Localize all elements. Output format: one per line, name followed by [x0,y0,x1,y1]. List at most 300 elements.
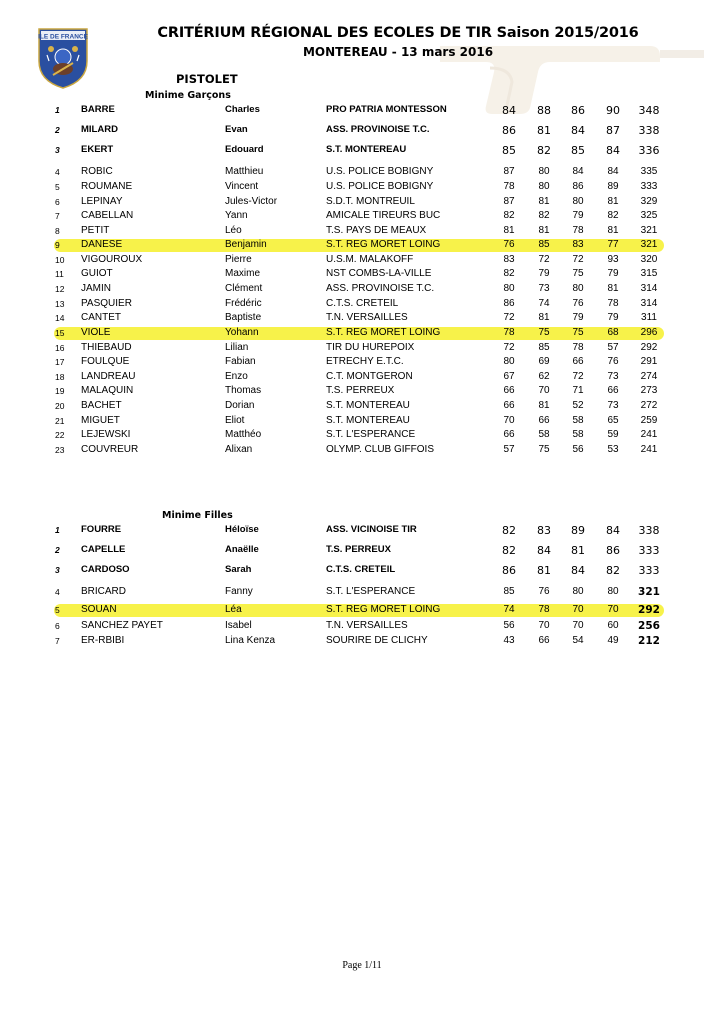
table-row [0,414,724,429]
series-3-score: 52 [572,400,584,411]
table-row [0,634,724,649]
club-cell: PRO PATRIA MONTESSON [326,104,447,115]
series-2-score: 83 [537,524,551,537]
series-3-score: 70 [572,604,584,615]
series-3-score: 66 [572,356,584,367]
table-row [0,224,724,239]
series-1-score: 66 [503,400,515,411]
total-score: 325 [640,210,658,221]
rank-cell: 21 [55,416,65,426]
series-4-score: 89 [607,181,619,192]
first-name-cell: Héloïse [225,524,259,535]
document-title: CRITÉRIUM RÉGIONAL DES ECOLES DE TIR Saison 2015/2016 [157,25,639,41]
club-cell: S.T. REG MORET LOING [326,327,441,338]
rank-cell: 16 [55,343,65,353]
rank-cell: 14 [55,313,65,323]
rank-cell: 2 [55,545,60,555]
total-score: 272 [640,400,658,411]
category-heading-girls: Minime Filles [162,510,233,521]
series-2-score: 81 [538,312,550,323]
first-name-cell: Matthieu [225,166,264,177]
rank-cell: 5 [55,182,60,192]
club-cell: C.T.S. CRETEIL [326,564,396,575]
series-4-score: 76 [607,356,619,367]
first-name-cell: Lina Kenza [225,635,276,646]
series-2-score: 85 [538,239,550,250]
series-3-score: 58 [572,429,584,440]
last-name-cell: LANDREAU [81,371,136,382]
rank-cell: 22 [55,430,65,440]
total-score: 333 [638,544,660,557]
series-1-score: 67 [503,371,515,382]
series-4-score: 60 [607,620,619,631]
table-row [0,267,724,282]
last-name-cell: GUIOT [81,268,113,279]
total-score: 321 [638,586,660,598]
series-4-score: 78 [607,298,619,309]
rank-cell: 23 [55,445,65,455]
rank-cell: 15 [55,328,65,338]
table-row [0,341,724,356]
table-row [0,209,724,224]
total-score: 274 [640,371,658,382]
club-cell: ASS. PROVINOISE T.C. [326,124,430,135]
first-name-cell: Baptiste [225,312,262,323]
series-1-score: 66 [503,429,515,440]
last-name-cell: FOULQUE [81,356,130,367]
series-1-score: 74 [503,604,515,615]
total-score: 296 [640,327,658,338]
total-score: 336 [638,144,660,157]
table-row [0,543,724,558]
series-3-score: 54 [572,635,584,646]
series-4-score: 90 [606,104,620,117]
rank-cell: 5 [55,605,60,615]
club-cell: C.T. MONTGERON [326,371,413,382]
club-cell: S.T. REG MORET LOING [326,239,441,250]
series-4-score: 80 [607,586,619,597]
club-cell: S.T. MONTEREAU [326,400,410,411]
first-name-cell: Jules-Victor [225,196,278,207]
series-4-score: 49 [607,635,619,646]
last-name-cell: THIEBAUD [81,342,132,353]
series-2-score: 72 [538,254,550,265]
last-name-cell: CABELLAN [81,210,134,221]
series-3-score: 72 [572,371,584,382]
series-1-score: 83 [503,254,515,265]
series-2-score: 66 [538,415,550,426]
total-score: 241 [640,429,658,440]
rank-cell: 13 [55,299,65,309]
rank-cell: 6 [55,621,60,631]
last-name-cell: EKERT [81,144,114,155]
series-2-score: 79 [538,268,550,279]
last-name-cell: DANESE [81,239,123,250]
rank-cell: 19 [55,386,65,396]
series-1-score: 43 [503,635,515,646]
last-name-cell: COUVREUR [81,444,139,455]
total-score: 338 [638,124,660,137]
rank-cell: 1 [55,525,60,535]
series-4-score: 81 [607,196,619,207]
series-2-score: 62 [538,371,550,382]
table-row [0,563,724,578]
rank-cell: 1 [55,105,60,115]
table-row [0,103,724,118]
total-score: 329 [640,196,658,207]
total-score: 338 [638,524,660,537]
last-name-cell: VIOLE [81,327,111,338]
series-4-score: 57 [607,342,619,353]
series-2-score: 84 [537,544,551,557]
club-cell: U.S.M. MALAKOFF [326,254,414,265]
series-4-score: 65 [607,415,619,426]
series-3-score: 76 [572,298,584,309]
club-cell: U.S. POLICE BOBIGNY [326,181,434,192]
last-name-cell: BACHET [81,400,122,411]
total-score: 291 [640,356,658,367]
total-score: 320 [640,254,658,265]
last-name-cell: MALAQUIN [81,385,134,396]
series-1-score: 82 [503,268,515,279]
total-score: 292 [638,604,660,616]
series-1-score: 56 [503,620,515,631]
club-cell: T.N. VERSAILLES [326,312,408,323]
last-name-cell: BRICARD [81,586,127,597]
total-score: 292 [640,342,658,353]
series-1-score: 86 [503,298,515,309]
series-4-score: 73 [607,371,619,382]
table-row [0,428,724,443]
series-3-score: 84 [571,564,585,577]
series-1-score: 87 [503,196,515,207]
first-name-cell: Edouard [225,144,264,155]
series-1-score: 81 [503,225,515,236]
series-4-score: 84 [606,524,620,537]
last-name-cell: CAPELLE [81,544,126,555]
series-3-score: 70 [572,620,584,631]
series-4-score: 66 [607,385,619,396]
last-name-cell: PASQUIER [81,298,132,309]
series-2-score: 69 [538,356,550,367]
table-row [0,603,724,618]
table-row [0,523,724,538]
series-4-score: 59 [607,429,619,440]
discipline-heading: PISTOLET [176,72,238,86]
series-2-score: 80 [538,181,550,192]
total-score: 212 [638,635,660,647]
series-3-score: 83 [572,239,584,250]
rank-cell: 3 [55,145,60,155]
series-3-score: 79 [572,210,584,221]
rank-cell: 4 [55,587,60,597]
table-row [0,123,724,138]
table-row [0,326,724,341]
table-row [0,180,724,195]
last-name-cell: SANCHEZ PAYET [81,620,163,631]
series-3-score: 81 [571,544,585,557]
first-name-cell: Léa [225,604,242,615]
series-1-score: 66 [503,385,515,396]
series-2-score: 78 [538,604,550,615]
rank-cell: 17 [55,357,65,367]
series-1-score: 84 [502,104,516,117]
total-score: 333 [640,181,658,192]
series-4-score: 81 [607,225,619,236]
total-score: 321 [640,239,658,250]
total-score: 321 [640,225,658,236]
series-2-score: 81 [537,564,551,577]
total-score: 348 [638,104,660,117]
table-row [0,443,724,458]
total-score: 273 [640,385,658,396]
series-1-score: 78 [503,327,515,338]
series-4-score: 84 [607,166,619,177]
club-cell: ASS. PROVINOISE T.C. [326,283,435,294]
series-3-score: 71 [572,385,584,396]
rank-cell: 2 [55,125,60,135]
series-2-score: 66 [538,635,550,646]
series-3-score: 75 [572,327,584,338]
series-1-score: 82 [502,544,516,557]
total-score: 311 [641,312,657,323]
series-4-score: 68 [607,327,619,338]
club-cell: U.S. POLICE BOBIGNY [326,166,434,177]
last-name-cell: ER-RBIBI [81,635,125,646]
series-4-score: 70 [607,604,619,615]
last-name-cell: BARRE [81,104,115,115]
series-1-score: 86 [502,124,516,137]
series-1-score: 80 [503,283,515,294]
series-4-score: 53 [607,444,619,455]
series-4-score: 93 [607,254,619,265]
series-2-score: 70 [538,385,550,396]
last-name-cell: MILARD [81,124,118,135]
series-3-score: 80 [572,283,584,294]
total-score: 335 [640,166,658,177]
rank-cell: 12 [55,284,65,294]
club-cell: SOURIRE DE CLICHY [326,635,428,646]
series-2-score: 74 [538,298,550,309]
last-name-cell: FOURRE [81,524,122,535]
series-1-score: 72 [503,312,515,323]
rank-cell: 9 [55,240,60,250]
series-4-score: 84 [606,144,620,157]
series-2-score: 82 [538,210,550,221]
series-2-score: 70 [538,620,550,631]
club-cell: C.T.S. CRETEIL [326,298,399,309]
series-1-score: 80 [503,356,515,367]
total-score: 256 [638,620,660,632]
first-name-cell: Pierre [225,254,252,265]
last-name-cell: SOUAN [81,604,117,615]
club-cell: ETRECHY E.T.C. [326,356,404,367]
club-cell: S.T. L'ESPERANCE [326,429,416,440]
first-name-cell: Dorian [225,400,255,411]
last-name-cell: PETIT [81,225,110,236]
series-4-score: 79 [607,312,619,323]
series-1-score: 78 [503,181,515,192]
last-name-cell: VIGOUROUX [81,254,143,265]
table-row [0,355,724,370]
club-cell: ASS. VICINOISE TIR [326,524,417,535]
rank-cell: 7 [55,636,60,646]
first-name-cell: Charles [225,104,260,115]
first-name-cell: Thomas [225,385,262,396]
table-row [0,619,724,634]
first-name-cell: Isabel [225,620,252,631]
club-cell: S.T. REG MORET LOING [326,604,441,615]
series-2-score: 81 [538,225,550,236]
rank-cell: 3 [55,565,60,575]
first-name-cell: Léo [225,225,242,236]
last-name-cell: JAMIN [81,283,111,294]
series-2-score: 58 [538,429,550,440]
series-4-score: 87 [606,124,620,137]
first-name-cell: Maxime [225,268,261,279]
series-3-score: 84 [571,124,585,137]
series-1-score: 82 [503,210,515,221]
total-score: 333 [638,564,660,577]
club-cell: S.T. MONTEREAU [326,415,410,426]
series-1-score: 82 [502,524,516,537]
series-4-score: 81 [607,283,619,294]
rank-cell: 8 [55,226,60,236]
club-cell: S.T. MONTEREAU [326,144,407,155]
first-name-cell: Lilian [225,342,249,353]
table-row [0,311,724,326]
total-score: 241 [640,444,658,455]
last-name-cell: CARDOSO [81,564,130,575]
series-3-score: 80 [572,196,584,207]
series-3-score: 80 [572,586,584,597]
first-name-cell: Anaëlle [225,544,259,555]
first-name-cell: Sarah [225,564,252,575]
first-name-cell: Alixan [225,444,253,455]
table-row [0,253,724,268]
club-cell: T.S. PAYS DE MEAUX [326,225,427,236]
series-4-score: 79 [607,268,619,279]
first-name-cell: Yann [225,210,248,221]
last-name-cell: ROUMANE [81,181,133,192]
series-1-score: 76 [503,239,515,250]
first-name-cell: Fanny [225,586,253,597]
first-name-cell: Matthéo [225,429,262,440]
series-3-score: 78 [572,225,584,236]
rank-cell: 7 [55,211,60,221]
first-name-cell: Benjamin [225,239,267,250]
club-cell: T.S. PERREUX [326,385,395,396]
series-2-score: 73 [538,283,550,294]
table-row [0,165,724,180]
series-4-score: 82 [606,564,620,577]
last-name-cell: MIGUET [81,415,120,426]
first-name-cell: Yohann [225,327,259,338]
series-2-score: 85 [538,342,550,353]
table-row [0,195,724,210]
series-3-score: 75 [572,268,584,279]
total-score: 315 [640,268,658,279]
series-3-score: 72 [572,254,584,265]
series-3-score: 86 [571,104,585,117]
series-2-score: 75 [538,444,550,455]
rank-cell: 18 [55,372,65,382]
total-score: 314 [640,283,658,294]
club-cell: TIR DU HUREPOIX [326,342,415,353]
series-1-score: 86 [502,564,516,577]
event-subtitle: MONTEREAU - 13 mars 2016 [302,45,494,59]
table-row [0,238,724,253]
series-3-score: 89 [571,524,585,537]
series-2-score: 76 [538,586,550,597]
series-3-score: 86 [572,181,584,192]
rank-cell: 11 [55,269,64,279]
series-4-score: 77 [607,239,619,250]
first-name-cell: Eliot [225,415,245,426]
first-name-cell: Vincent [225,181,259,192]
series-1-score: 72 [503,342,515,353]
series-2-score: 82 [537,144,551,157]
series-1-score: 87 [503,166,515,177]
series-4-score: 86 [606,544,620,557]
series-2-score: 80 [538,166,550,177]
series-3-score: 79 [572,312,584,323]
table-row [0,282,724,297]
series-1-score: 85 [502,144,516,157]
series-2-score: 88 [537,104,551,117]
crest-text: ILE DE FRANCE [38,33,88,41]
club-cell: OLYMP. CLUB GIFFOIS [326,444,434,455]
first-name-cell: Fabian [225,356,256,367]
series-2-score: 81 [538,196,550,207]
rank-cell: 20 [55,401,65,411]
series-3-score: 78 [572,342,584,353]
rank-cell: 6 [55,197,60,207]
club-cell: NST COMBS-LA-VILLE [326,268,432,279]
club-cell: S.T. L'ESPERANCE [326,586,416,597]
rank-cell: 10 [55,255,65,265]
series-3-score: 84 [572,166,584,177]
series-1-score: 70 [503,415,515,426]
last-name-cell: LEJEWSKI [81,429,131,440]
total-score: 314 [640,298,658,309]
first-name-cell: Clément [225,283,263,294]
page-number: Page 1/11 [342,960,382,971]
series-4-score: 73 [607,400,619,411]
first-name-cell: Frédéric [225,298,262,309]
table-row [0,370,724,385]
series-2-score: 81 [538,400,550,411]
series-3-score: 58 [572,415,584,426]
table-row [0,143,724,158]
series-4-score: 82 [607,210,619,221]
series-1-score: 85 [503,586,515,597]
club-cell: T.S. PERREUX [326,544,391,555]
last-name-cell: LEPINAY [81,196,123,207]
series-2-score: 75 [538,327,550,338]
club-cell: S.D.T. MONTREUIL [326,196,415,207]
series-2-score: 81 [537,124,551,137]
table-row [0,297,724,312]
club-cell: T.N. VERSAILLES [326,620,408,631]
series-3-score: 56 [572,444,584,455]
first-name-cell: Evan [225,124,248,135]
category-heading-boys: Minime Garçons [145,90,231,101]
table-row [0,399,724,414]
first-name-cell: Enzo [225,371,248,382]
last-name-cell: ROBIC [81,166,113,177]
series-3-score: 85 [571,144,585,157]
